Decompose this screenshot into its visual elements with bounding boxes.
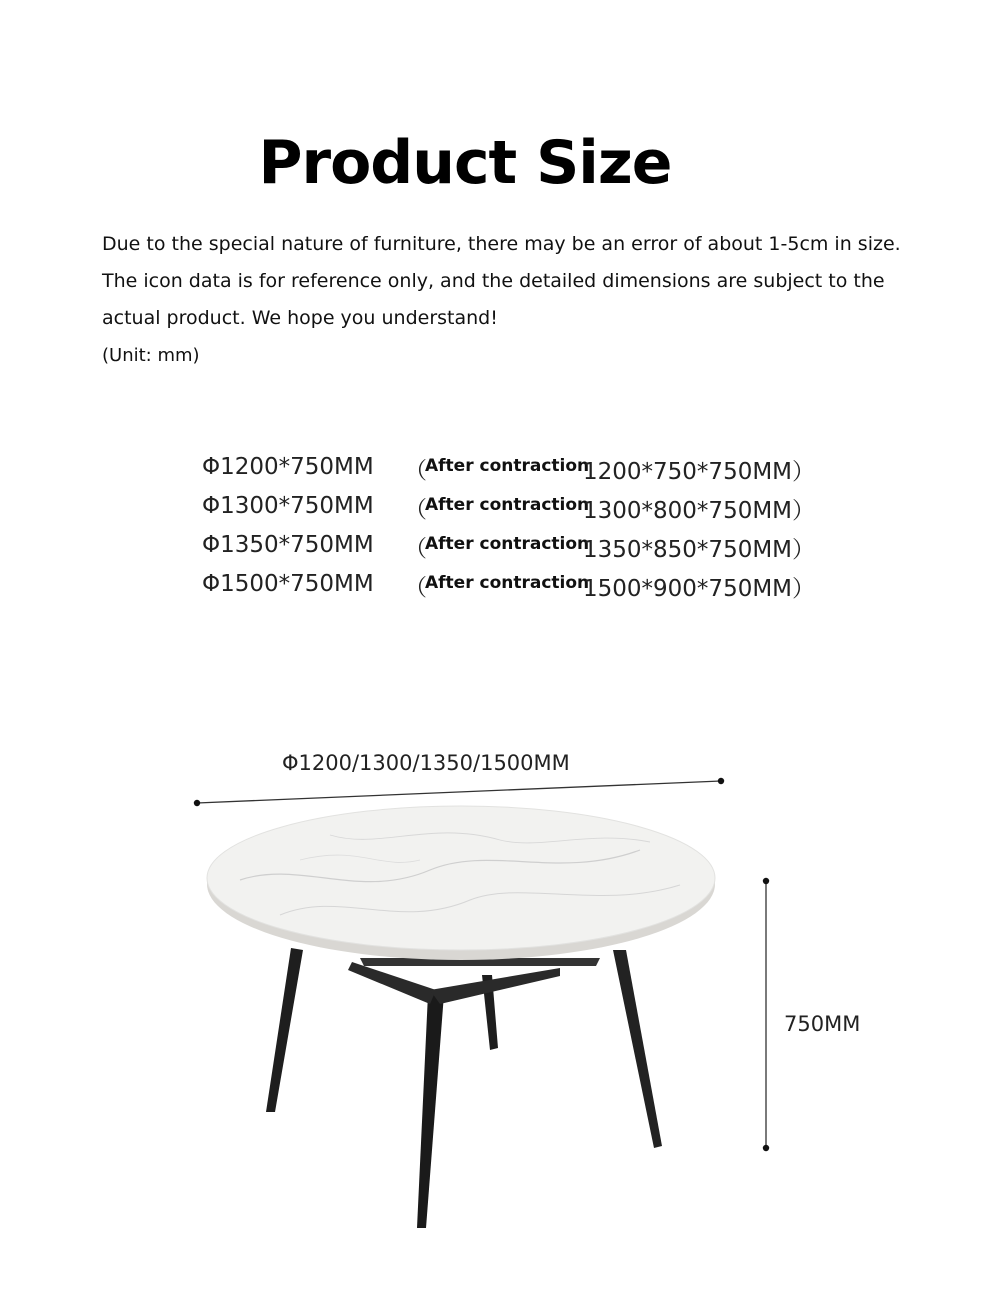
after-contraction-label: After contraction <box>425 573 590 593</box>
open-paren: （ <box>404 497 427 523</box>
table-leg <box>613 950 662 1148</box>
contracted-size: 1500*900*750MM） <box>583 576 816 602</box>
full-size: Φ1200*750MM <box>202 454 374 480</box>
table-brace <box>360 958 600 966</box>
full-size: Φ1500*750MM <box>202 571 374 597</box>
contracted-size: 1350*850*750MM） <box>583 537 816 563</box>
full-size: Φ1350*750MM <box>202 532 374 558</box>
page-title: Product Size <box>258 128 672 198</box>
size-row <box>202 489 842 528</box>
height-label: 750MM <box>784 1012 861 1036</box>
intro-line: The icon data is for reference only, and the detailed dimensions are subject to the <box>102 270 885 292</box>
diameter-dimension-line <box>194 778 724 806</box>
contracted-size: 1300*800*750MM） <box>583 498 816 524</box>
table-legs <box>266 948 662 1228</box>
intro-line: Due to the special nature of furniture, there may be an error of about 1-5cm in size. <box>102 233 901 255</box>
open-paren: （ <box>404 536 427 562</box>
after-contraction-label: After contraction <box>425 495 590 515</box>
size-list <box>202 450 842 606</box>
open-paren: （ <box>404 458 427 484</box>
intro-line: actual product. We hope you understand! <box>102 307 498 329</box>
height-dimension-line <box>763 878 769 1151</box>
open-paren: （ <box>404 575 427 601</box>
diameter-label: Φ1200/1300/1350/1500MM <box>282 751 570 775</box>
table-brace <box>348 962 436 1004</box>
after-contraction-label: After contraction <box>425 456 590 476</box>
table-brace <box>430 968 560 1004</box>
full-size: Φ1300*750MM <box>202 493 374 519</box>
tabletop <box>207 806 715 960</box>
table-leg <box>417 994 444 1228</box>
contracted-size: 1200*750*750MM） <box>583 459 816 485</box>
size-row <box>202 450 842 489</box>
size-row <box>202 528 842 567</box>
intro-text <box>102 226 922 374</box>
after-contraction-label: After contraction <box>425 534 590 554</box>
table-leg <box>482 975 498 1050</box>
table-leg <box>266 948 303 1112</box>
unit-note: (Unit: mm) <box>102 345 200 366</box>
size-row <box>202 567 842 606</box>
